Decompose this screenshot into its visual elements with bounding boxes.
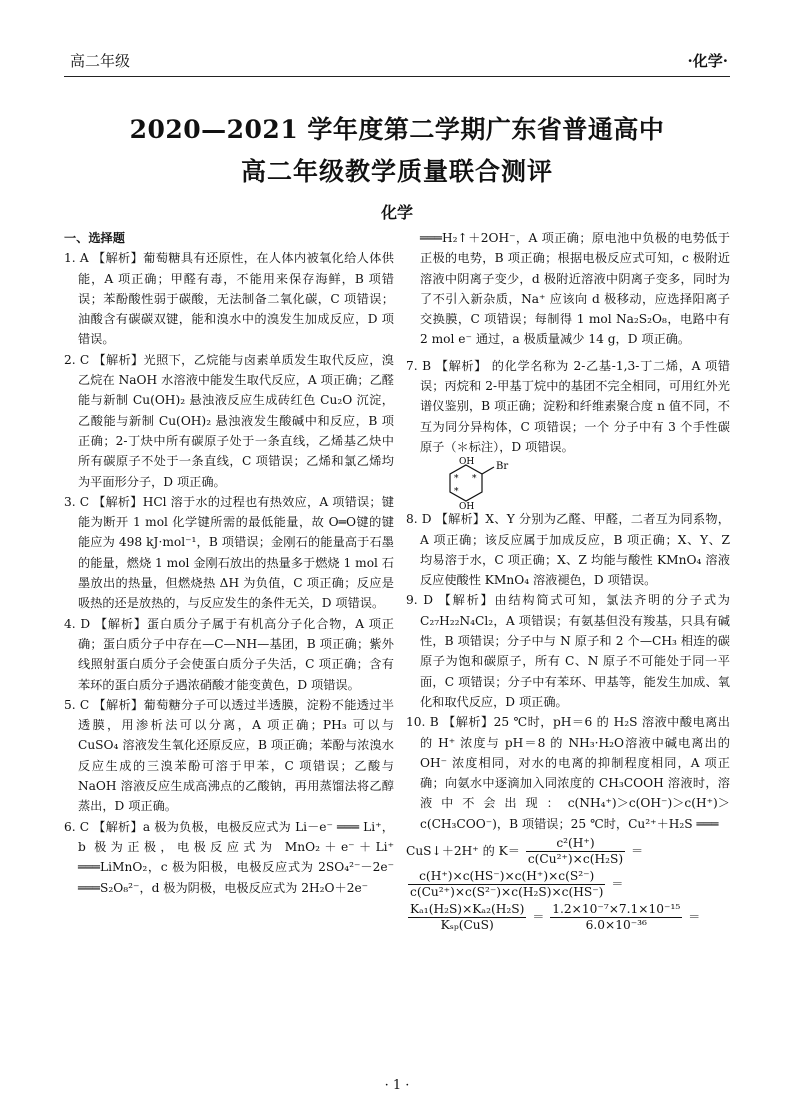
answer-item-10: 10. B 【解析】25 ℃时，pH＝6 的 H₂S 溶液中酸电离出的 H⁺ 浓度与 pH＝8 的 NH₃·H₂O溶液中碱电离出的 OH⁻ 浓度相同，对水的电离的抑制程度相同，A 项正确；向氨水中逐滴加入同浓度的 CH₃COOH 溶液时，溶液中不会出现：c(NH₄⁺)＞c(OH⁻)＞c(H⁺)＞c(CH₃COO⁻)，B 项错误；25 ℃时，Cu²⁺＋H₂S ═══ (406, 715, 730, 831)
header-grade: 高二年级 (70, 52, 131, 70)
answer-item-2: 2. C 【解析】光照下，乙烷能与卤素单质发生取代反应，溴乙烷在 NaOH 水溶液中能发生取代反应，A 项正确；乙醛能与新制 Cu(OH)₂ 悬浊液反应生成砖红色 Cu₂O 沉淀，乙酸能与新制 Cu(OH)₂ 悬浊液发生酸碱中和反应，B 项正确；2-丁炔中所有碳原子处于一条直线，乙烯基乙炔中所有碳原子不处于一条直线，C 项错误；乙烯和氯乙烯均为平面形分子，D 项正确。 (64, 352, 394, 489)
svg-text:*: * (472, 474, 477, 485)
page-number: · 1 · (384, 1078, 410, 1093)
answer-item-1: 1. A 【解析】葡萄糖具有还原性，在人体内被氧化给人体供能，A 项正确；甲醛有毒，不能用来保存海鲜，B 项错误；苯酚酸性弱于碳酸，无法制备二氧化碳，C 项错误；油酸含有碳碳双键，能和溴水中的溴发生加成反应，D 项错误。 (64, 251, 394, 347)
eq2-fraction (408, 869, 605, 900)
eq3-fraction-a (408, 902, 526, 933)
eq3-numerator-a: Kₐ₁(H₂S)×Kₐ₂(H₂S) (410, 902, 525, 917)
eq1-prefix: CuS↓＋2H⁺ 的 K＝ (406, 844, 520, 859)
svg-text:*: * (454, 474, 459, 485)
right-column (406, 228, 730, 935)
eq2-numerator: c(H⁺)×c(HS⁻)×c(H⁺)×c(S²⁻) (408, 869, 605, 885)
answer-item-3: 3. C 【解析】HCl 溶于水的过程也有热效应，A 项错误；键能为断开 1 mol 化学键所需的最低能量，故 O═O键的键能应为 498 kJ·mol⁻¹，B 项错误；金刚石的能量高于石墨的能量，燃烧 1 mol 金刚石放出的热量多于燃烧 1 mol 石墨放出的热量，但燃烧热 ΔH 为负值，C 项正确；反应是吸热的还是放热的，与反应发生的条件无关，D 项错误。 (64, 494, 394, 611)
subject-title: 化学 (380, 203, 413, 222)
answer-item-7: 7. B 【解析】 的化学名称为 2-乙基-1,3-丁二烯，A 项错误；丙烷和 2-甲基丁烷中的基团不完全相同，可用红外光谱仪鉴别，B 项正确；淀粉和纤维素聚合度 n 值不同，不互为同分异构体，C 项错误；一个 分子中有 3 个手性碳原子（＊标注），D 项错误。 (406, 358, 730, 454)
eq3-denominator-b: 6.0×10⁻³⁶ (585, 918, 647, 933)
answer-item-9: 9. D 【解析】由结构简式可知，氯法齐明的分子式为 C₂₇H₂₂N₄Cl₂，A 项错误；有氨基但没有羧基，只具有碱性，B 项错误；分子中与 N 原子和 2 个—CH₃ 相连的碳原子为饱和碳原子，所有 C、N 原子不可能处于同一平面，C 项错误；分子中有苯环、甲基等，能发生加成、氧化和取代反应，D 项正确。 (406, 593, 730, 709)
svg-text:Br: Br (496, 461, 509, 473)
answer-item-6: 6. C 【解析】a 极为负极，电极反应式为 Li－e⁻ ═══ Li⁺，b 极为正极，电极反应式为 MnO₂＋e⁻＋Li⁺ ═══LiMnO₂，c 极为阳极，电极反应式为 2SO₄²⁻－2e⁻ ═══S₂O₈²⁻，d 极为阴极，电极反应式为 2H₂O＋2e⁻ (64, 819, 394, 895)
page-title-line2: 高二年级教学质量联合测评 (240, 157, 553, 186)
header-subject: ·化学· (687, 52, 728, 70)
answer-item-4: 4. D 【解析】蛋白质分子属于有机高分子化合物，A 项正确；蛋白质分子中存在—C—NH—基团，B 项正确；紫外线照射蛋白质分子会使蛋白质分子失活，C 项正确；含有苯环的蛋白质分子遇浓硝酸才能变黄色，D 项错误。 (64, 616, 394, 692)
eq1-numerator: c²(H⁺) (526, 836, 625, 852)
left-column (64, 228, 394, 898)
eq2-denominator: c(Cu²⁺)×c(S²⁻)×c(H₂S)×c(HS⁻) (410, 885, 604, 900)
equilibrium-k-expression-3 (406, 902, 730, 933)
eq3-equals: ＝ (532, 910, 545, 925)
eq1-fraction (526, 836, 625, 867)
eq3-suffix: ＝ (688, 910, 701, 925)
svg-text:OH: OH (459, 457, 475, 468)
equilibrium-k-expression-2 (406, 869, 730, 900)
bromo-diol-structure-figure (436, 457, 556, 509)
header-rule (64, 76, 730, 77)
answer-item-6-cont: ═══H₂↑＋2OH⁻，A 项正确；原电池中负极的电势低于正极的电势，B 项正确；根据电极反应式可知，c 极附近溶液中阴离子变少，d 极附近溶液中阴离子变多，同时为了不引入新杂质，Na⁺ 应该向 d 极移动，应选择阳离子交换膜，C 项错误；每制得 1 mol Na₂S₂O₈，电路中有 2 mol e⁻ 通过，a 极质量减少 14 g，D 项正确。 (420, 231, 730, 347)
page-title-line1: 2020—2021 学年度第二学期广东省普通高中 (129, 115, 665, 144)
svg-text:*: * (454, 487, 459, 498)
eq3-fraction-b (550, 902, 682, 933)
section-heading: 一、选择题 (64, 231, 125, 245)
eq1-denominator: c(Cu²⁺)×c(H₂S) (527, 852, 624, 867)
eq2-suffix: ＝ (611, 877, 624, 892)
equilibrium-k-expression-1 (406, 836, 730, 867)
answer-item-5: 5. C 【解析】葡萄糖分子可以透过半透膜，淀粉不能透过半透膜，用渗析法可以分离，A 项正确；PH₃ 可以与 CuSO₄ 溶液发生氧化还原反应，B 项正确；苯酚与浓溴水反应生成的三溴苯酚可溶于甲苯，C 项错误；乙酸与 NaOH 溶液反应生成高沸点的乙酸钠，再用蒸馏法将乙醇蒸出，D 项正确。 (64, 697, 394, 814)
eq3-denominator-a: Kₛₚ(CuS) (440, 918, 494, 933)
answer-item-8: 8. D 【解析】X、Y 分别为乙醛、甲醛，二者互为同系物，A 项正确；该反应属于加成反应，B 项正确；X、Y、Z 均易溶于水，C 项正确；X、Z 均能与酸性 KMnO₄ 溶液反应使酸性 KMnO₄ 溶液褪色，D 项错误。 (406, 512, 730, 588)
svg-text:OH: OH (459, 502, 475, 510)
eq1-suffix: ＝ (630, 844, 644, 859)
eq3-numerator-b: 1.2×10⁻⁷×7.1×10⁻¹⁵ (552, 902, 681, 917)
